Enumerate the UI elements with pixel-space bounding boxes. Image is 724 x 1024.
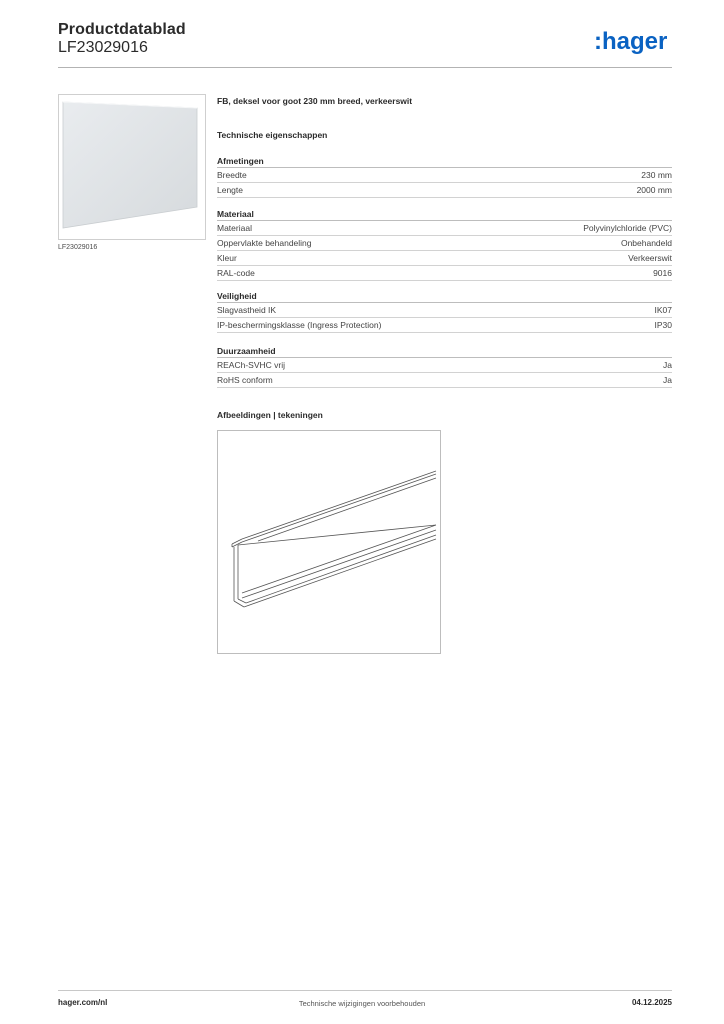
property-label: Oppervlakte behandeling [217, 238, 312, 248]
cover-profile-drawing [218, 431, 440, 653]
property-row [217, 318, 672, 333]
group-title: Veiligheid [217, 290, 672, 303]
property-value: Ja [663, 375, 672, 385]
property-value: Verkeerswit [628, 253, 672, 263]
technical-properties-heading: Technische eigenschappen [217, 130, 328, 140]
property-label: RoHS conform [217, 375, 273, 385]
property-row [217, 251, 672, 266]
group-veiligheid [217, 290, 672, 333]
property-label: Kleur [217, 253, 237, 263]
product-code: LF23029016 [58, 39, 148, 56]
property-row [217, 358, 672, 373]
property-value: Polyvinylchloride (PVC) [583, 223, 672, 233]
group-duurzaamheid [217, 345, 672, 388]
footer-divider [58, 990, 672, 991]
property-value: IP30 [654, 320, 672, 330]
property-label: Slagvastheid IK [217, 305, 277, 315]
property-label: RAL-code [217, 268, 255, 278]
property-row [217, 266, 672, 281]
group-title: Materiaal [217, 208, 672, 221]
property-value: IK07 [654, 305, 672, 315]
property-label: IP-beschermingsklasse (Ingress Protection) [217, 320, 382, 330]
property-label: Materiaal [217, 223, 252, 233]
footer-date: 04.12.2025 [631, 998, 672, 1007]
property-row [217, 183, 672, 198]
logo-text: :hager [594, 28, 668, 55]
footer-website-link[interactable]: hager.com/nl [58, 998, 108, 1007]
group-afmetingen [217, 155, 672, 198]
hager-logo [594, 27, 674, 57]
property-row [217, 236, 672, 251]
technical-drawing [217, 430, 441, 654]
product-description: FB, deksel voor goot 230 mm breed, verkeerswit [217, 96, 413, 106]
property-label: REACh-SVHC vrij [217, 360, 286, 370]
group-materiaal [217, 208, 672, 281]
cover-plate-image [59, 95, 205, 239]
property-row [217, 221, 672, 236]
images-heading: Afbeeldingen | tekeningen [217, 410, 323, 420]
property-value: 230 mm [641, 170, 672, 180]
property-value: Ja [663, 360, 672, 370]
property-row [217, 373, 672, 388]
footer-disclaimer: Technische wijzigingen voorbehouden [298, 999, 426, 1008]
property-label: Lengte [217, 185, 243, 195]
header-divider [58, 67, 672, 68]
group-title: Afmetingen [217, 155, 672, 168]
group-title: Duurzaamheid [217, 345, 672, 358]
property-value: 2000 mm [636, 185, 672, 195]
property-row [217, 168, 672, 183]
product-thumbnail [58, 94, 206, 240]
property-label: Breedte [217, 170, 247, 180]
page-title: Productdatablad [58, 21, 186, 38]
property-value: Onbehandeld [620, 238, 672, 248]
property-row [217, 303, 672, 318]
property-value: 9016 [653, 268, 672, 278]
thumbnail-caption: LF23029016 [58, 244, 98, 251]
